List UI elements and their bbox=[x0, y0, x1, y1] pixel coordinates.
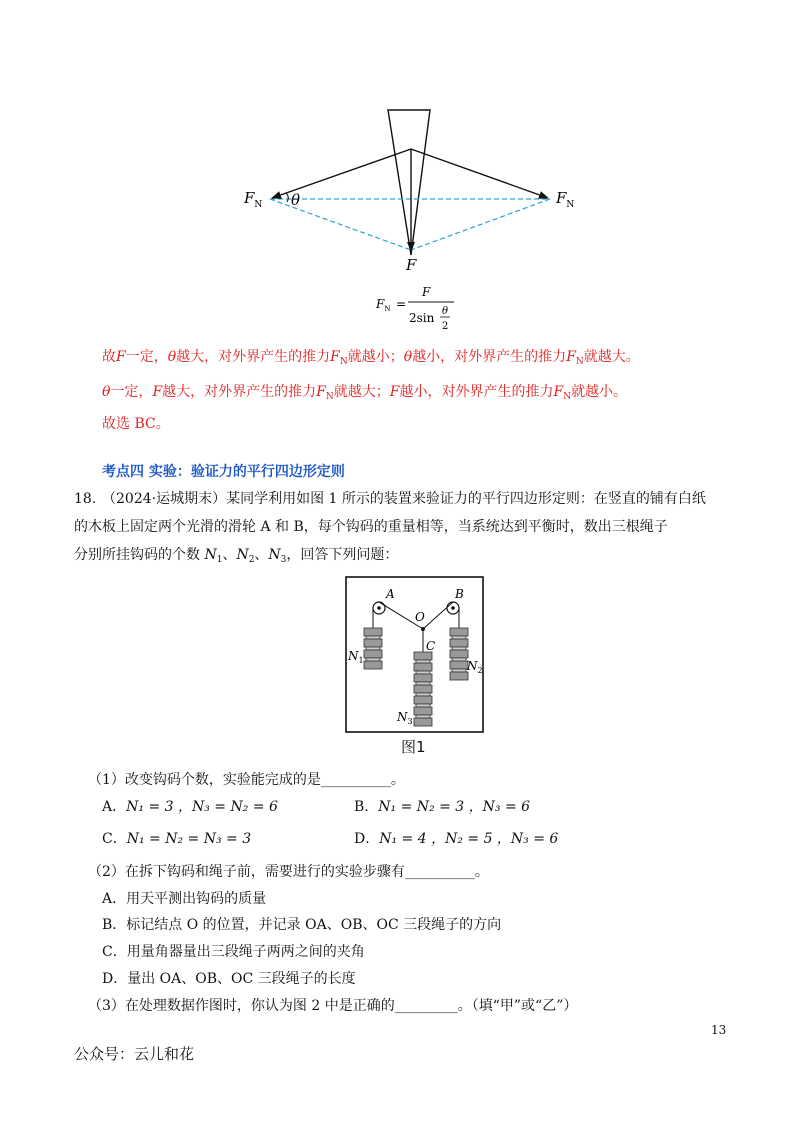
q2-option-a: A．用天平测出钩码的质量 bbox=[102, 891, 267, 907]
page-number: 13 bbox=[711, 1023, 727, 1037]
analysis-line-3: 故选 BC。 bbox=[102, 416, 170, 432]
apparatus-figure bbox=[345, 576, 485, 734]
label-n3: $N_3$ bbox=[397, 710, 413, 726]
q1-stem: （1）改变钩码个数，实验能完成的是__________。 bbox=[88, 772, 405, 788]
label-fn-right: $F_N$ bbox=[556, 189, 575, 210]
svg-text:2sin: 2sin bbox=[409, 311, 435, 325]
label-n1: $N_1$ bbox=[348, 649, 364, 665]
label-f: F bbox=[406, 256, 417, 274]
question-line-2: 的木板上固定两个光滑的滑轮 A 和 B，每个钩码的重量相等，当系统达到平衡时，数出三根绳子 bbox=[74, 519, 668, 535]
svg-text:=: = bbox=[396, 297, 407, 311]
figure-1-caption: 图1 bbox=[401, 738, 426, 756]
q2-option-b: B．标记结点 O 的位置，并记录 OA、OB、OC 三段绳子的方向 bbox=[102, 917, 502, 933]
q2-option-c: C．用量角器量出三段绳子两两之间的夹角 bbox=[102, 944, 365, 960]
footer-account: 公众号：云儿和花 bbox=[74, 1045, 195, 1063]
svg-text:θ: θ bbox=[442, 306, 449, 317]
q1-option-d: D．N₁ = 4 ，N₂ = 5 ，N₃ = 6 bbox=[354, 831, 559, 847]
question-number: 18. bbox=[74, 491, 97, 507]
label-n2: $N_2$ bbox=[467, 659, 483, 675]
question-line-1: （2024·运城期末）某同学利用如图 1 所示的装置来验证力的平行四边形定则：在竖直的铺有白纸 bbox=[102, 491, 706, 507]
label-fn-left: $F_N$ bbox=[244, 189, 263, 210]
weights-n2 bbox=[450, 628, 468, 680]
wedge-force-diagram bbox=[230, 95, 590, 275]
force-fn-right-arrow bbox=[411, 149, 548, 198]
analysis-line-1: 故F一定，θ越大，对外界产生的推力$F_N$就越小；θ越小，对外界产生的推力$F_N$就越大。 bbox=[102, 349, 640, 367]
label-c: C bbox=[426, 639, 436, 653]
q1-option-b: B．N₁ = N₂ = 3 ，N₃ = 6 bbox=[354, 799, 531, 815]
svg-text:F: F bbox=[422, 285, 431, 299]
q2-option-d: D．量出 OA、OB、OC 三段绳子的长度 bbox=[102, 971, 356, 987]
label-o: O bbox=[415, 610, 425, 624]
weights-n1 bbox=[364, 628, 382, 669]
label-b: B bbox=[455, 587, 464, 601]
section-heading: 考点四 实验：验证力的平行四边形定则 bbox=[102, 464, 345, 480]
label-a: A bbox=[386, 587, 395, 601]
label-theta: θ bbox=[291, 191, 301, 209]
q1-option-a: A．N₁ = 3 ，N₃ = N₂ = 6 bbox=[102, 799, 278, 815]
wedge-shape bbox=[388, 110, 430, 255]
question-line-3: 分别所挂钩码的个数 $N_1$、$N_2$、$N_3$，回答下列问题： bbox=[74, 547, 399, 565]
analysis-line-2: θ一定，F越大，对外界产生的推力$F_N$就越大；F越小，对外界产生的推力$F_N$就越小。 bbox=[102, 384, 628, 402]
formula-fn bbox=[374, 284, 464, 340]
dashed-right bbox=[411, 199, 550, 250]
q3-stem: （3）在处理数据作图时，你认为图 2 中是正确的_________。（填“甲”或“乙”） bbox=[88, 998, 578, 1014]
q2-stem: （2）在拆下钩码和绳子前，需要进行的实验步骤有__________。 bbox=[88, 864, 489, 880]
weights-n3 bbox=[414, 652, 432, 726]
svg-text:FN: $F_N$ bbox=[376, 297, 391, 313]
svg-text:2: 2 bbox=[442, 321, 449, 332]
q1-option-c: C．N₁ = N₂ = N₃ = 3 bbox=[102, 831, 252, 847]
knot-o bbox=[421, 627, 425, 631]
theta-arc bbox=[286, 193, 288, 202]
